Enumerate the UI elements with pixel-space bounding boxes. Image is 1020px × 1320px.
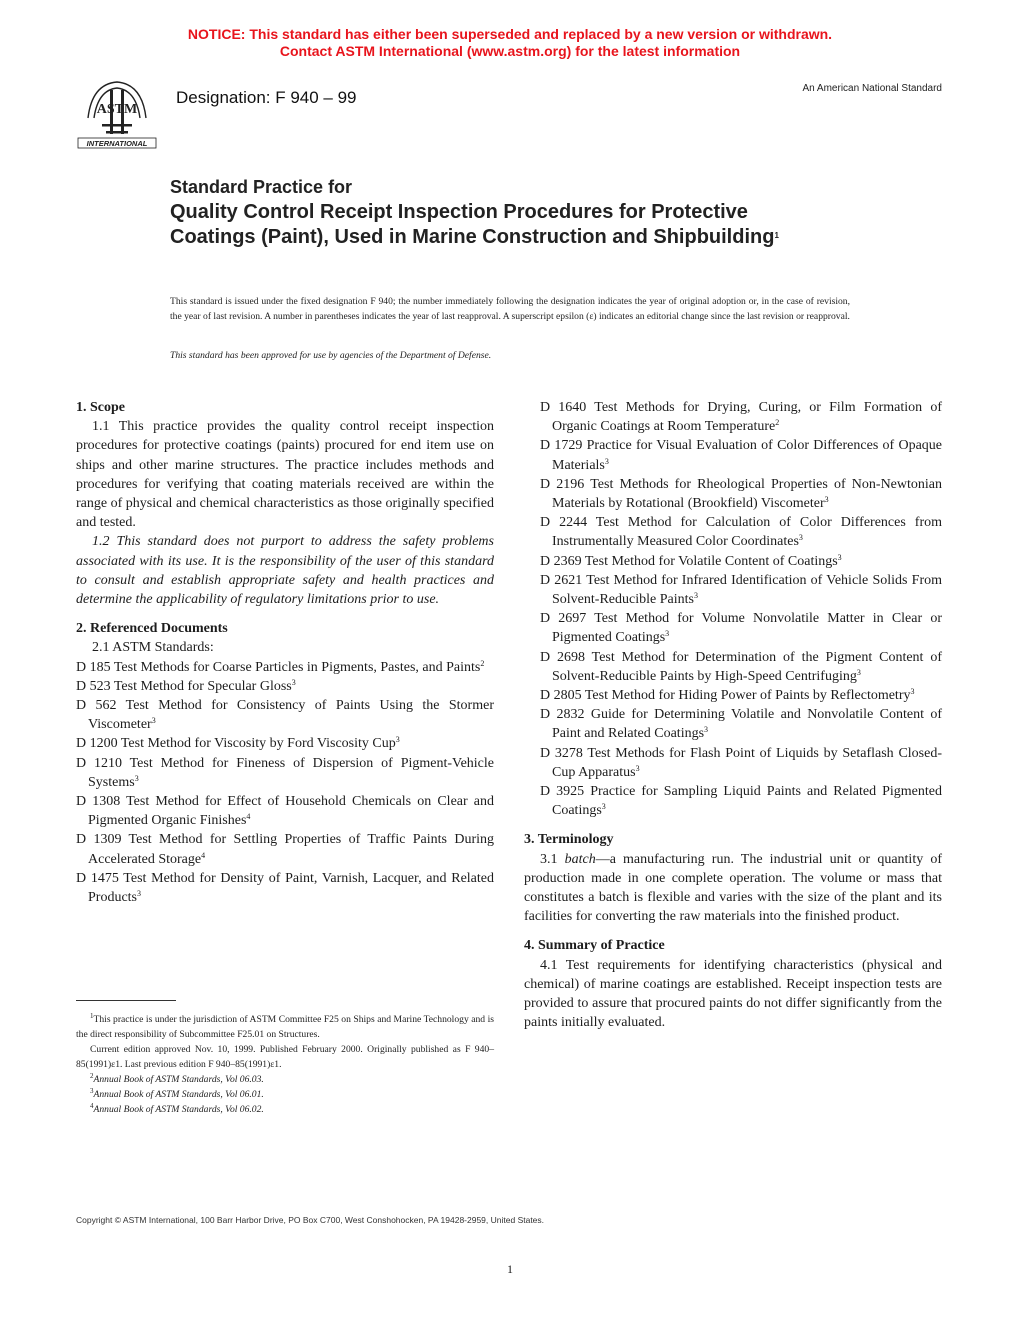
footnote-1-text: This practice is under the jurisdiction of ASTM Committee F25 on Ships and Marine Technology and is the direct responsibility of Subcommittee F25.01 on Structures. xyxy=(76,1014,494,1040)
referenced-sub xyxy=(76,638,494,657)
reference-item xyxy=(524,475,942,513)
scope-heading: 1. Scope xyxy=(76,400,125,415)
reference-text: D 1475 Test Method for Density of Paint, Varnish, Lacquer, and Related Products xyxy=(76,870,494,906)
document-title xyxy=(170,175,930,250)
footnote-3: $^3$Annual Book of ASTM Standards, Vol 06.01. xyxy=(90,1087,264,1100)
reference-text: D 1210 Test Method for Fineness of Dispersion of Pigment-Vehicle Systems xyxy=(76,755,494,790)
reference-footnote-mark: 3 xyxy=(137,889,141,899)
reference-item xyxy=(524,609,942,647)
american-national-standard: An American National Standard xyxy=(802,83,942,94)
reference-footnote-mark: 3 xyxy=(856,667,861,677)
terminology-num: 3.1 xyxy=(540,851,558,867)
reference-list-right xyxy=(524,398,942,820)
reference-footnote-mark: 3 xyxy=(291,677,296,687)
reference-text: D 1729 Practice for Visual Evaluation of Color Differences of Opaque Materials xyxy=(540,438,942,473)
reference-text: D 1308 Test Method for Effect of Household Chemicals on Clear and Pigmented Organic Finishes xyxy=(76,794,494,829)
reference-text: D 2697 Test Method for Volume Nonvolatile Matter in Clear or Pigmented Coatings xyxy=(540,611,942,646)
reference-footnote-mark: 3 xyxy=(693,591,698,601)
reference-item xyxy=(76,677,494,696)
reference-footnote-mark: 3 xyxy=(395,735,400,745)
reference-item xyxy=(524,744,942,782)
approval-note: This standard has been approved for use by agencies of the Department of Defense. xyxy=(170,350,492,361)
reference-footnote-mark: 3 xyxy=(601,802,606,812)
reference-item xyxy=(76,658,494,677)
reference-item xyxy=(524,782,942,820)
summary-heading: 4. Summary of Practice xyxy=(524,938,665,954)
reference-item xyxy=(524,571,942,609)
left-column xyxy=(76,398,494,907)
reference-text: D 1309 Test Method for Settling Properties of Traffic Paints During Accelerated Storage xyxy=(76,832,494,867)
reference-footnote-mark: 3 xyxy=(910,687,915,697)
reference-text: D 562 Test Method for Consistency of Paints Using the Stormer Viscometer xyxy=(76,698,494,733)
footnote-1: $^1$This practice is under the jurisdiction of ASTM Committee F25 on Ships and Marine Technology and is the direct responsibility of Subcommittee F25.01 on Structures. xyxy=(76,1012,494,1040)
reference-footnote-mark: 3 xyxy=(635,763,640,773)
reference-item xyxy=(524,686,942,705)
terminology-term: batch xyxy=(564,851,596,867)
footnotes xyxy=(76,1012,494,1117)
terminology-heading: 3. Terminology xyxy=(524,832,614,848)
reference-footnote-mark: 4 xyxy=(201,850,206,860)
footnote-2: $^2$Annual Book of ASTM Standards, Vol 06.03. xyxy=(90,1072,264,1085)
reference-text: D 2244 Test Method for Calculation of Color Differences from Instrumentally Measured Color Coordinates xyxy=(540,515,942,550)
reference-text: D 2369 Test Method for Volatile Content of Coatings xyxy=(540,553,838,569)
reference-item xyxy=(524,552,942,571)
reference-list-left xyxy=(76,658,494,908)
copyright: Copyright © ASTM International, 100 Barr Harbor Drive, PO Box C700, West Conshohocken, PA 19428-2959, United States. xyxy=(76,1215,545,1225)
logo-subtext: INTERNATIONAL xyxy=(86,139,148,148)
referenced-sub-text: 2.1 ASTM Standards: xyxy=(92,640,214,656)
footnote-1b-text: Current edition approved Nov. 10, 1999. Published February 2000. Originally published as F 940–85(1991)ε1. Last previous edition F 940–85(1991)ε1. xyxy=(76,1044,494,1070)
reference-item xyxy=(76,792,494,830)
notice-line-1: NOTICE: This standard has either been superseded and replaced by a new version or withdrawn. xyxy=(187,26,833,42)
terminology-paragraph xyxy=(524,850,942,927)
reference-footnote-mark: 2 xyxy=(480,658,485,668)
reference-footnote-mark: 3 xyxy=(604,456,609,466)
referenced-heading: 2. Referenced Documents xyxy=(76,621,228,637)
reference-footnote-mark: 3 xyxy=(837,552,842,562)
title-main xyxy=(170,200,820,250)
reference-footnote-mark: 3 xyxy=(665,629,670,639)
notice-banner xyxy=(0,26,1020,60)
reference-item xyxy=(524,436,942,474)
footnote-4: $^4$Annual Book of ASTM Standards, Vol 06.02. xyxy=(90,1102,264,1115)
logo-text: ASTM xyxy=(96,102,138,117)
reference-item xyxy=(524,513,942,551)
reference-text: D 523 Test Method for Specular Gloss xyxy=(76,678,292,694)
reference-item xyxy=(76,734,494,753)
right-column xyxy=(524,398,942,1033)
reference-item xyxy=(76,696,494,734)
reference-footnote-mark: 3 xyxy=(824,495,829,505)
reference-text: D 3925 Practice for Sampling Liquid Paints and Related Pigmented Coatings xyxy=(540,784,942,819)
reference-text: D 1640 Test Methods for Drying, Curing, or Film Formation of Organic Coatings at Room Temperature xyxy=(540,400,942,435)
reference-text: D 3278 Test Methods for Flash Point of Liquids by Setaflash Closed-Cup Apparatus xyxy=(540,745,942,780)
reference-footnote-mark: 4 xyxy=(246,812,251,822)
scope-paragraph-1: 1.1 This practice provides the quality control receipt inspection procedures for protective coatings (paints) procured for end item use on ships and other marine structures. The practice includes methods and procedures for verifying that coating materials received are within the range of physical and chemical characteristics as those originally specified and tested. xyxy=(76,419,494,531)
summary-paragraph: 4.1 Test requirements for identifying characteristics (physical and chemical) of marine coatings are established. Receipt inspection tests are provided to assure that procured paints do not differ significantly from the paints initially evaluated. xyxy=(524,957,942,1031)
reference-item xyxy=(524,398,942,436)
notice-line-2: Contact ASTM International (www.astm.org) for the latest information xyxy=(279,43,741,59)
scope-paragraph-2: 1.2 This standard does not purport to address the safety problems associated with its use. It is the responsibility of the user of this standard to consult and establish appropriate safety and health practices and determine the applicability of regulatory limitations prior to use. xyxy=(76,534,494,608)
terminology-definition: —a manufacturing run. The industrial unit or quantity of production made in one complete operation. The volume or mass that constitutes a batch is flexible and varies with the size of the plant and its facilities for converting the raw materials into the finished product. xyxy=(524,851,942,925)
reference-item xyxy=(76,754,494,792)
title-main-text: Quality Control Receipt Inspection Procedures for Protective Coatings (Paint), Used in Marine Construction and Shipbuilding xyxy=(170,201,775,248)
reference-item xyxy=(76,830,494,868)
reference-item xyxy=(524,705,942,743)
reference-text: D 2805 Test Method for Hiding Power of Paints by Reflectometry xyxy=(540,688,911,704)
reference-footnote-mark: 3 xyxy=(134,773,139,783)
reference-text: D 1200 Test Method for Viscosity by Ford Viscosity Cup xyxy=(76,736,396,752)
reference-text: D 2621 Test Method for Infrared Identification of Vehicle Solids From Solvent-Reducible Paints xyxy=(540,572,942,608)
footnote-4-text: Annual Book of ASTM Standards, Vol 06.02. xyxy=(93,1104,264,1115)
issued-note: This standard is issued under the fixed designation F 940; the number immediately following the designation indicates the year of original adoption or, in the case of revision, the year of last revision. A number in parentheses indicates the year of last reapproval. A superscript epsilon (ε) indicates an editorial change since the last revision or reapproval. xyxy=(170,296,850,322)
footnote-3-text: Annual Book of ASTM Standards, Vol 06.01. xyxy=(93,1089,264,1100)
title-prefix: Standard Practice for xyxy=(170,177,353,197)
reference-item xyxy=(76,869,494,907)
reference-footnote-mark: 3 xyxy=(704,725,709,735)
footnote-2-text: Annual Book of ASTM Standards, Vol 06.03. xyxy=(93,1074,264,1085)
page-number: 1 xyxy=(507,1262,513,1276)
reference-item xyxy=(524,648,942,686)
footnote-rule xyxy=(76,1000,176,1001)
reference-text: D 2698 Test Method for Determination of the Pigment Content of Solvent-Reducible Paints by High-Speed Centrifuging xyxy=(540,649,942,684)
astm-logo xyxy=(72,76,162,150)
reference-text: D 2196 Test Methods for Rheological Properties of Non-Newtonian Materials by Rotational (Brookfield) Viscometer xyxy=(540,476,942,512)
footnote-1b xyxy=(76,1042,494,1072)
reference-footnote-mark: 3 xyxy=(798,533,803,543)
designation: Designation: F 940 – 99 xyxy=(176,88,357,107)
reference-footnote-mark: 2 xyxy=(775,418,780,428)
title-footnote-mark: 1 xyxy=(774,231,779,240)
reference-text: D 2832 Guide for Determining Volatile and Nonvolatile Content of Paint and Related Coatings xyxy=(540,707,942,742)
reference-footnote-mark: 3 xyxy=(151,716,156,726)
reference-text: D 185 Test Methods for Coarse Particles in Pigments, Pastes, and Paints xyxy=(76,659,481,675)
